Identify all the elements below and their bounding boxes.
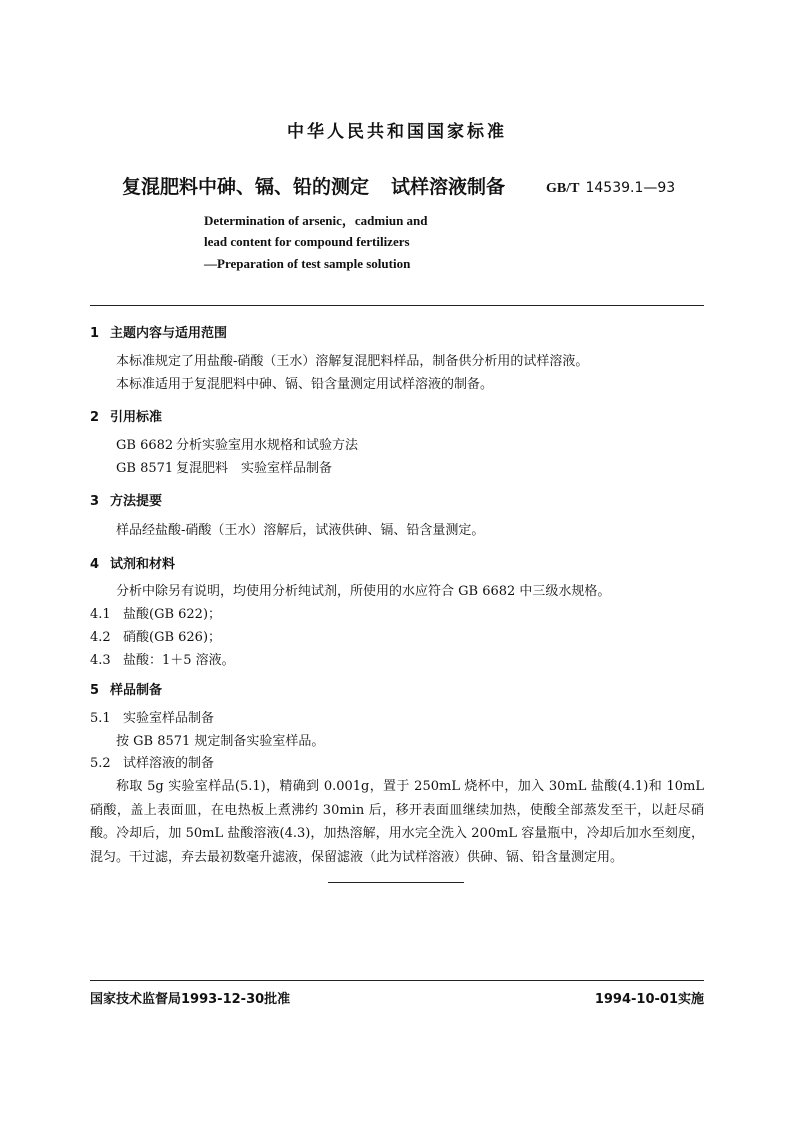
section-number: 5 [90, 683, 100, 698]
title-zh-part2: 试样溶液制备 [391, 176, 506, 198]
section-number: 2 [90, 410, 100, 425]
section-3-body: 样品经盐酸-硝酸（王水）溶解后，试液供砷、镉、铅含量测定。 [116, 523, 485, 538]
item-number: 5.1 [90, 711, 111, 726]
reagent-list [90, 603, 704, 672]
title-zh-part1: 复混肥料中砷、镉、铅的测定 [122, 176, 370, 198]
item-text: 试样溶液的制备 [123, 756, 215, 771]
document-title-zh [122, 172, 505, 199]
standard-code [546, 180, 675, 197]
title-en-line-2: lead content for compound fertilizers [204, 234, 410, 249]
item-text: 硝酸(GB 626)； [123, 630, 222, 645]
reference-name: 分析实验室用水规格和试验方法 [176, 438, 359, 453]
section-number: 3 [90, 494, 100, 509]
approval-date: 国家技术监督局1993-12-30批准 [90, 992, 291, 1007]
subsection-5-2-body: 称取 5g 实验室样品(5.1)，精确到 0.001g，置于 250mL 烧杯中，加入 30mL 盐酸(4.1)和 10mL 硝酸，盖上表面皿，在电热板上煮沸约 30min 后，移开表面皿继续加热，使酸全部蒸发至干，以赶尽硝酸。冷却后，加 50mL 盐酸溶液(4.3)，加热溶解，用水完全洗入 200mL 容量瓶中，冷却后加水至刻度，混匀。干过滤，弃去最初数毫升滤液，保留滤液（此为试样溶液）供砷、镉、铅含量测定用。 [90, 779, 704, 865]
section-number: 1 [90, 326, 100, 341]
paragraph-line: 本标准适用于复混肥料中砷、镉、铅含量测定用试样溶液的制备。 [116, 377, 494, 392]
end-divider [328, 882, 464, 883]
section-title: 方法提要 [110, 494, 163, 509]
item-text: 盐酸(GB 622)； [123, 607, 222, 622]
reference-code: GB 8571 [116, 461, 174, 476]
section-4-heading [90, 553, 175, 572]
paragraph-line: 本标准规定了用盐酸-硝酸（王水）溶解复混肥料样品，制备供分析用的试样溶液。 [116, 354, 589, 369]
reference-item [116, 457, 730, 480]
reference-code: GB 6682 [116, 438, 174, 453]
reference-list [90, 434, 730, 480]
item-number: 4.3 [90, 653, 111, 668]
footer-divider [90, 980, 704, 981]
section-5-heading [90, 679, 162, 698]
section-title: 试剂和材料 [110, 557, 176, 572]
reference-name: 复混肥料 实验室样品制备 [176, 461, 333, 476]
reagent-item [90, 649, 704, 672]
item-text: 实验室样品制备 [123, 711, 215, 726]
title-en-line-1: Determination of arsenic，cadmiun and [204, 213, 428, 228]
reagent-item [90, 603, 704, 626]
section-number: 4 [90, 557, 100, 572]
item-text: 盐酸：1＋5 溶液。 [123, 653, 235, 668]
section-1-heading [90, 322, 227, 341]
section-4-body: 分析中除另有说明，均使用分析纯试剂，所使用的水应符合 GB 6682 中三级水规格。 [116, 584, 611, 599]
subsection-5-2-heading [90, 752, 704, 775]
item-number: 4.1 [90, 607, 111, 622]
national-standard-header: 中华人民共和国国家标准 [287, 122, 507, 142]
reagent-item [90, 626, 704, 649]
reference-item [116, 434, 730, 457]
effective-date: 1994-10-01实施 [594, 992, 704, 1007]
standard-code-number: 14539.1—93 [585, 180, 676, 196]
subsection-5-1-heading [90, 707, 704, 730]
section-3-heading [90, 490, 162, 509]
title-en-line-3: —Preparation of test sample solution [204, 256, 411, 271]
subsection-5-1-body: 按 GB 8571 规定制备实验室样品。 [116, 734, 325, 749]
standard-code-prefix: GB/T [546, 181, 580, 196]
section-1-body [90, 350, 730, 396]
section-2-heading [90, 406, 162, 425]
section-title: 主题内容与适用范围 [110, 326, 228, 341]
item-number: 4.2 [90, 630, 111, 645]
section-title: 引用标准 [110, 410, 163, 425]
section-title: 样品制备 [110, 683, 163, 698]
item-number: 5.2 [90, 756, 111, 771]
header-divider [90, 305, 704, 306]
